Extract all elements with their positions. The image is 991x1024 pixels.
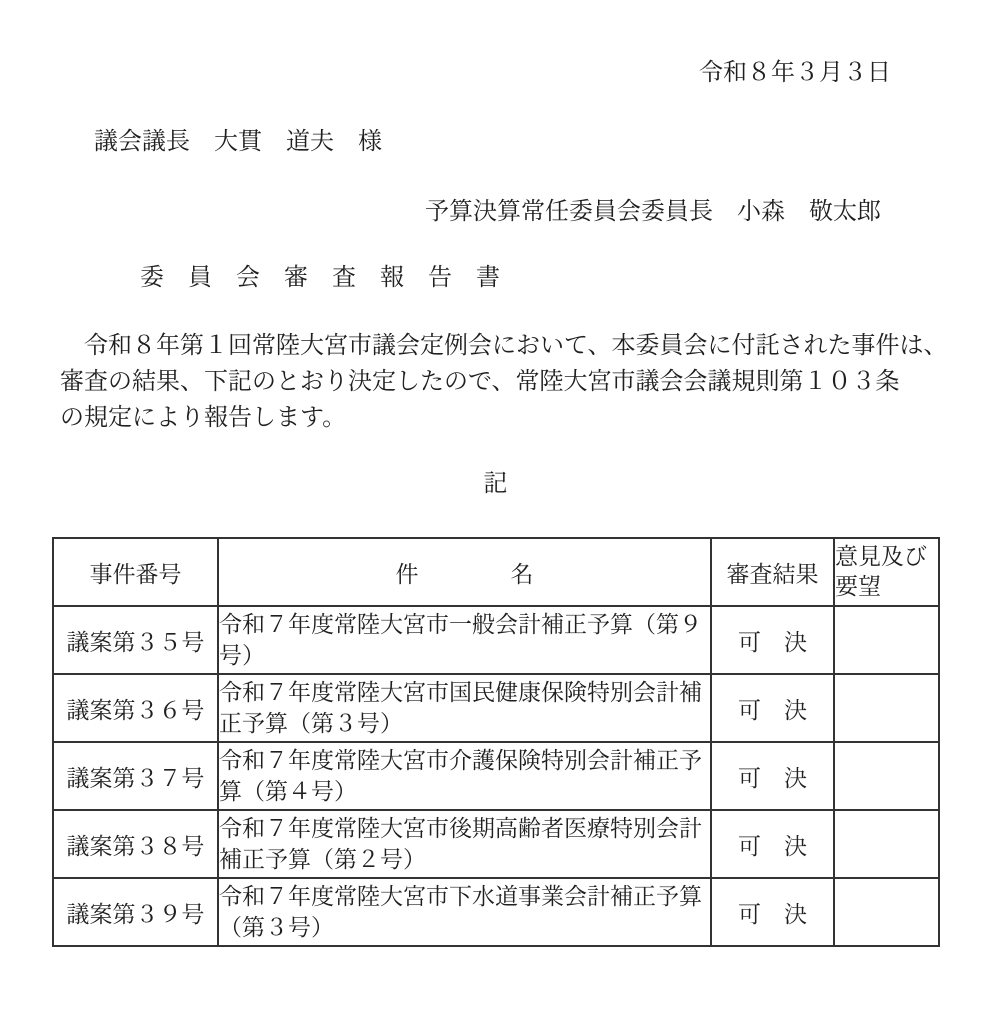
note-ki: 記 [483, 471, 508, 497]
result-cell: 可 決 [711, 606, 834, 674]
results-table [52, 537, 940, 947]
sender-line: 予算決算常任委員会委員長 小森 敬太郎 [425, 199, 881, 225]
header-opinion: 意見及び要望 [834, 538, 939, 606]
case-number-cell: 議案第３５号 [53, 606, 218, 674]
body-line: の規定により報告します。 [60, 405, 347, 431]
case-name-cell: 令和７年度常陸大宮市一般会計補正予算（第９号） [218, 606, 711, 674]
table-row [53, 606, 939, 674]
case-number-cell: 議案第３７号 [53, 742, 218, 810]
body-line: 令和８年第１回常陸大宮市議会定例会において、本委員会に付託された事件は、 [60, 333, 948, 359]
case-name-cell: 令和７年度常陸大宮市介護保険特別会計補正予算（第４号） [218, 742, 711, 810]
result-cell: 可 決 [711, 742, 834, 810]
header-case-number: 事件番号 [53, 538, 218, 606]
body-line: 審査の結果、下記のとおり決定したので、常陸大宮市議会会議規則第１０３条 [60, 369, 900, 395]
table-row [53, 742, 939, 810]
opinion-cell [834, 742, 939, 810]
case-number-cell: 議案第３８号 [53, 810, 218, 878]
case-number-cell: 議案第３６号 [53, 674, 218, 742]
body-paragraph [60, 328, 950, 436]
header-row [53, 538, 939, 606]
opinion-cell [834, 878, 939, 946]
header-case-name: 件 名 [218, 538, 711, 606]
header-result: 審査結果 [711, 538, 834, 606]
case-name-cell: 令和７年度常陸大宮市後期高齢者医療特別会計補正予算（第２号） [218, 810, 711, 878]
result-cell: 可 決 [711, 810, 834, 878]
case-name-cell: 令和７年度常陸大宮市国民健康保険特別会計補正予算（第３号） [218, 674, 711, 742]
document-title: 委 員 会 審 査 報 告 書 [140, 265, 500, 291]
table-row [53, 878, 939, 946]
opinion-cell [834, 606, 939, 674]
addressee-line: 議会議長 大貫 道夫 様 [94, 129, 382, 155]
case-number-cell: 議案第３９号 [53, 878, 218, 946]
opinion-cell [834, 810, 939, 878]
date-line: 令和８年３月３日 [699, 60, 891, 86]
case-name-cell: 令和７年度常陸大宮市下水道事業会計補正予算（第３号） [218, 878, 711, 946]
table-row [53, 810, 939, 878]
result-cell: 可 決 [711, 878, 834, 946]
opinion-cell [834, 674, 939, 742]
table-row [53, 674, 939, 742]
result-cell: 可 決 [711, 674, 834, 742]
